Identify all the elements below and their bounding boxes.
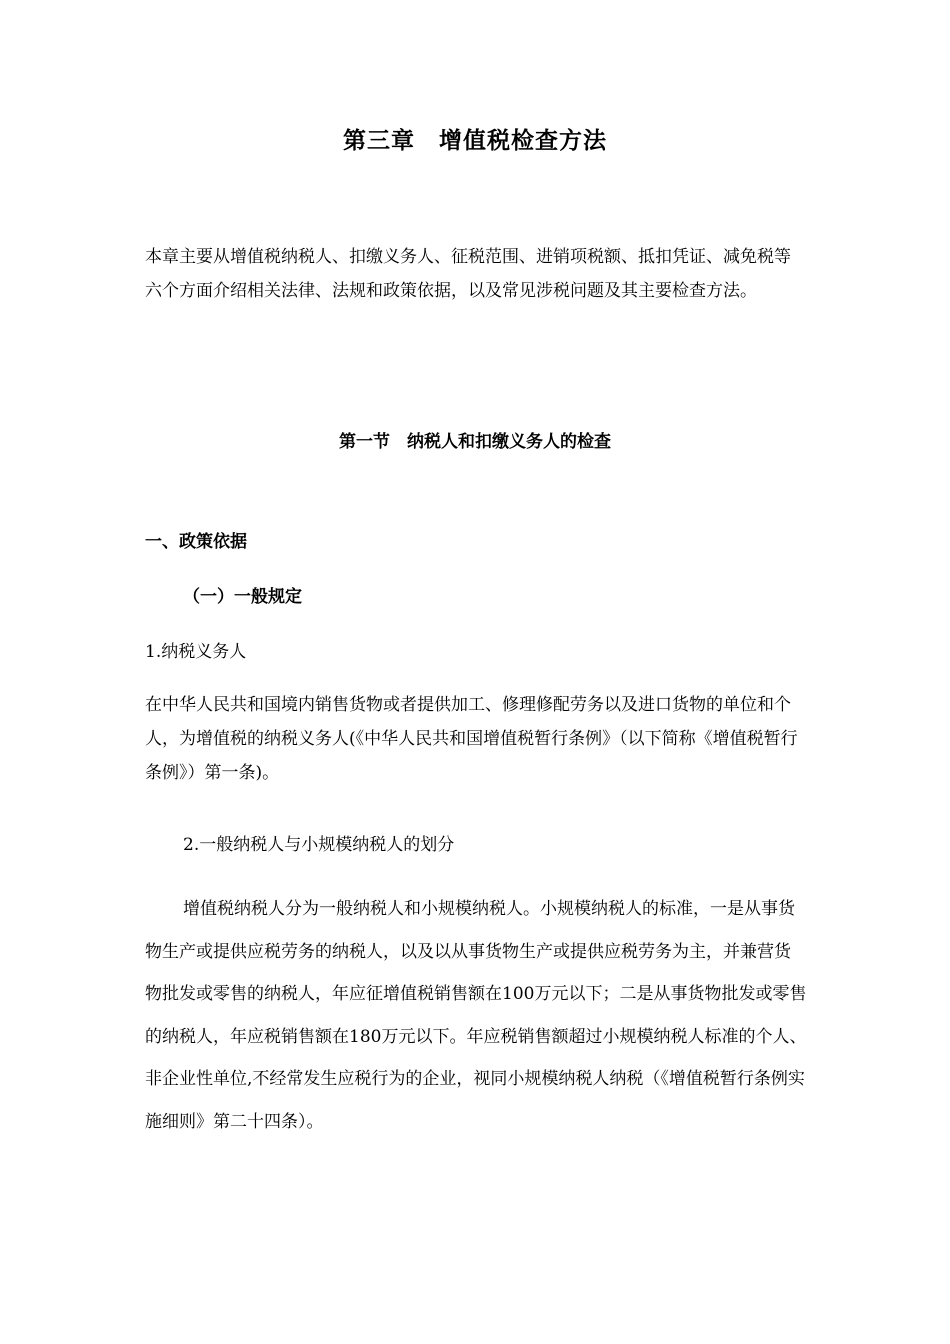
item-2-title: 2.一般纳税人与小规模纳税人的划分 <box>183 835 455 855</box>
heading-policy-basis: 一、政策依据 <box>145 532 247 552</box>
item-1-title: 1.纳税义务人 <box>145 642 247 662</box>
section-title: 第一节 纳税人和扣缴义务人的检查 <box>339 432 611 452</box>
item-1-body: 在中华人民共和国境内销售货物或者提供加工、修理修配劳务以及进口货物的单位和个人，为增值税的纳税义务人(《中华人民共和国增值税暂行条例》（以下简称《增值税暂行条例》）第一条)。 <box>145 695 798 783</box>
chapter-intro-paragraph: 本章主要从增值税纳税人、扣缴义务人、征税范围、进销项税额、抵扣凭证、减免税等六个方面介绍相关法律、法规和政策依据，以及常见涉税问题及其主要检查方法。 <box>145 247 791 301</box>
item-2-body: 增值税纳税人分为一般纳税人和小规模纳税人。小规模纳税人的标准，一是从事货物生产或提供应税劳务的纳税人，以及以从事货物生产或提供应税劳务为主，并兼营货物批发或零售的纳税人，年应征增值税销售额在100万元以下；二是从事货物批发或零售的纳税人，年应税销售额在180万元以下。年应税销售额超过小规模纳税人标准的个人、非企业性单位,不经常发生应税行为的企业，视同小规模纳税人纳税（《增值税暂行条例实施细则》第二十四条）。 <box>145 899 807 1132</box>
chapter-title: 第三章 增值税检查方法 <box>343 128 607 154</box>
heading-general-provisions: （一）一般规定 <box>183 587 302 607</box>
